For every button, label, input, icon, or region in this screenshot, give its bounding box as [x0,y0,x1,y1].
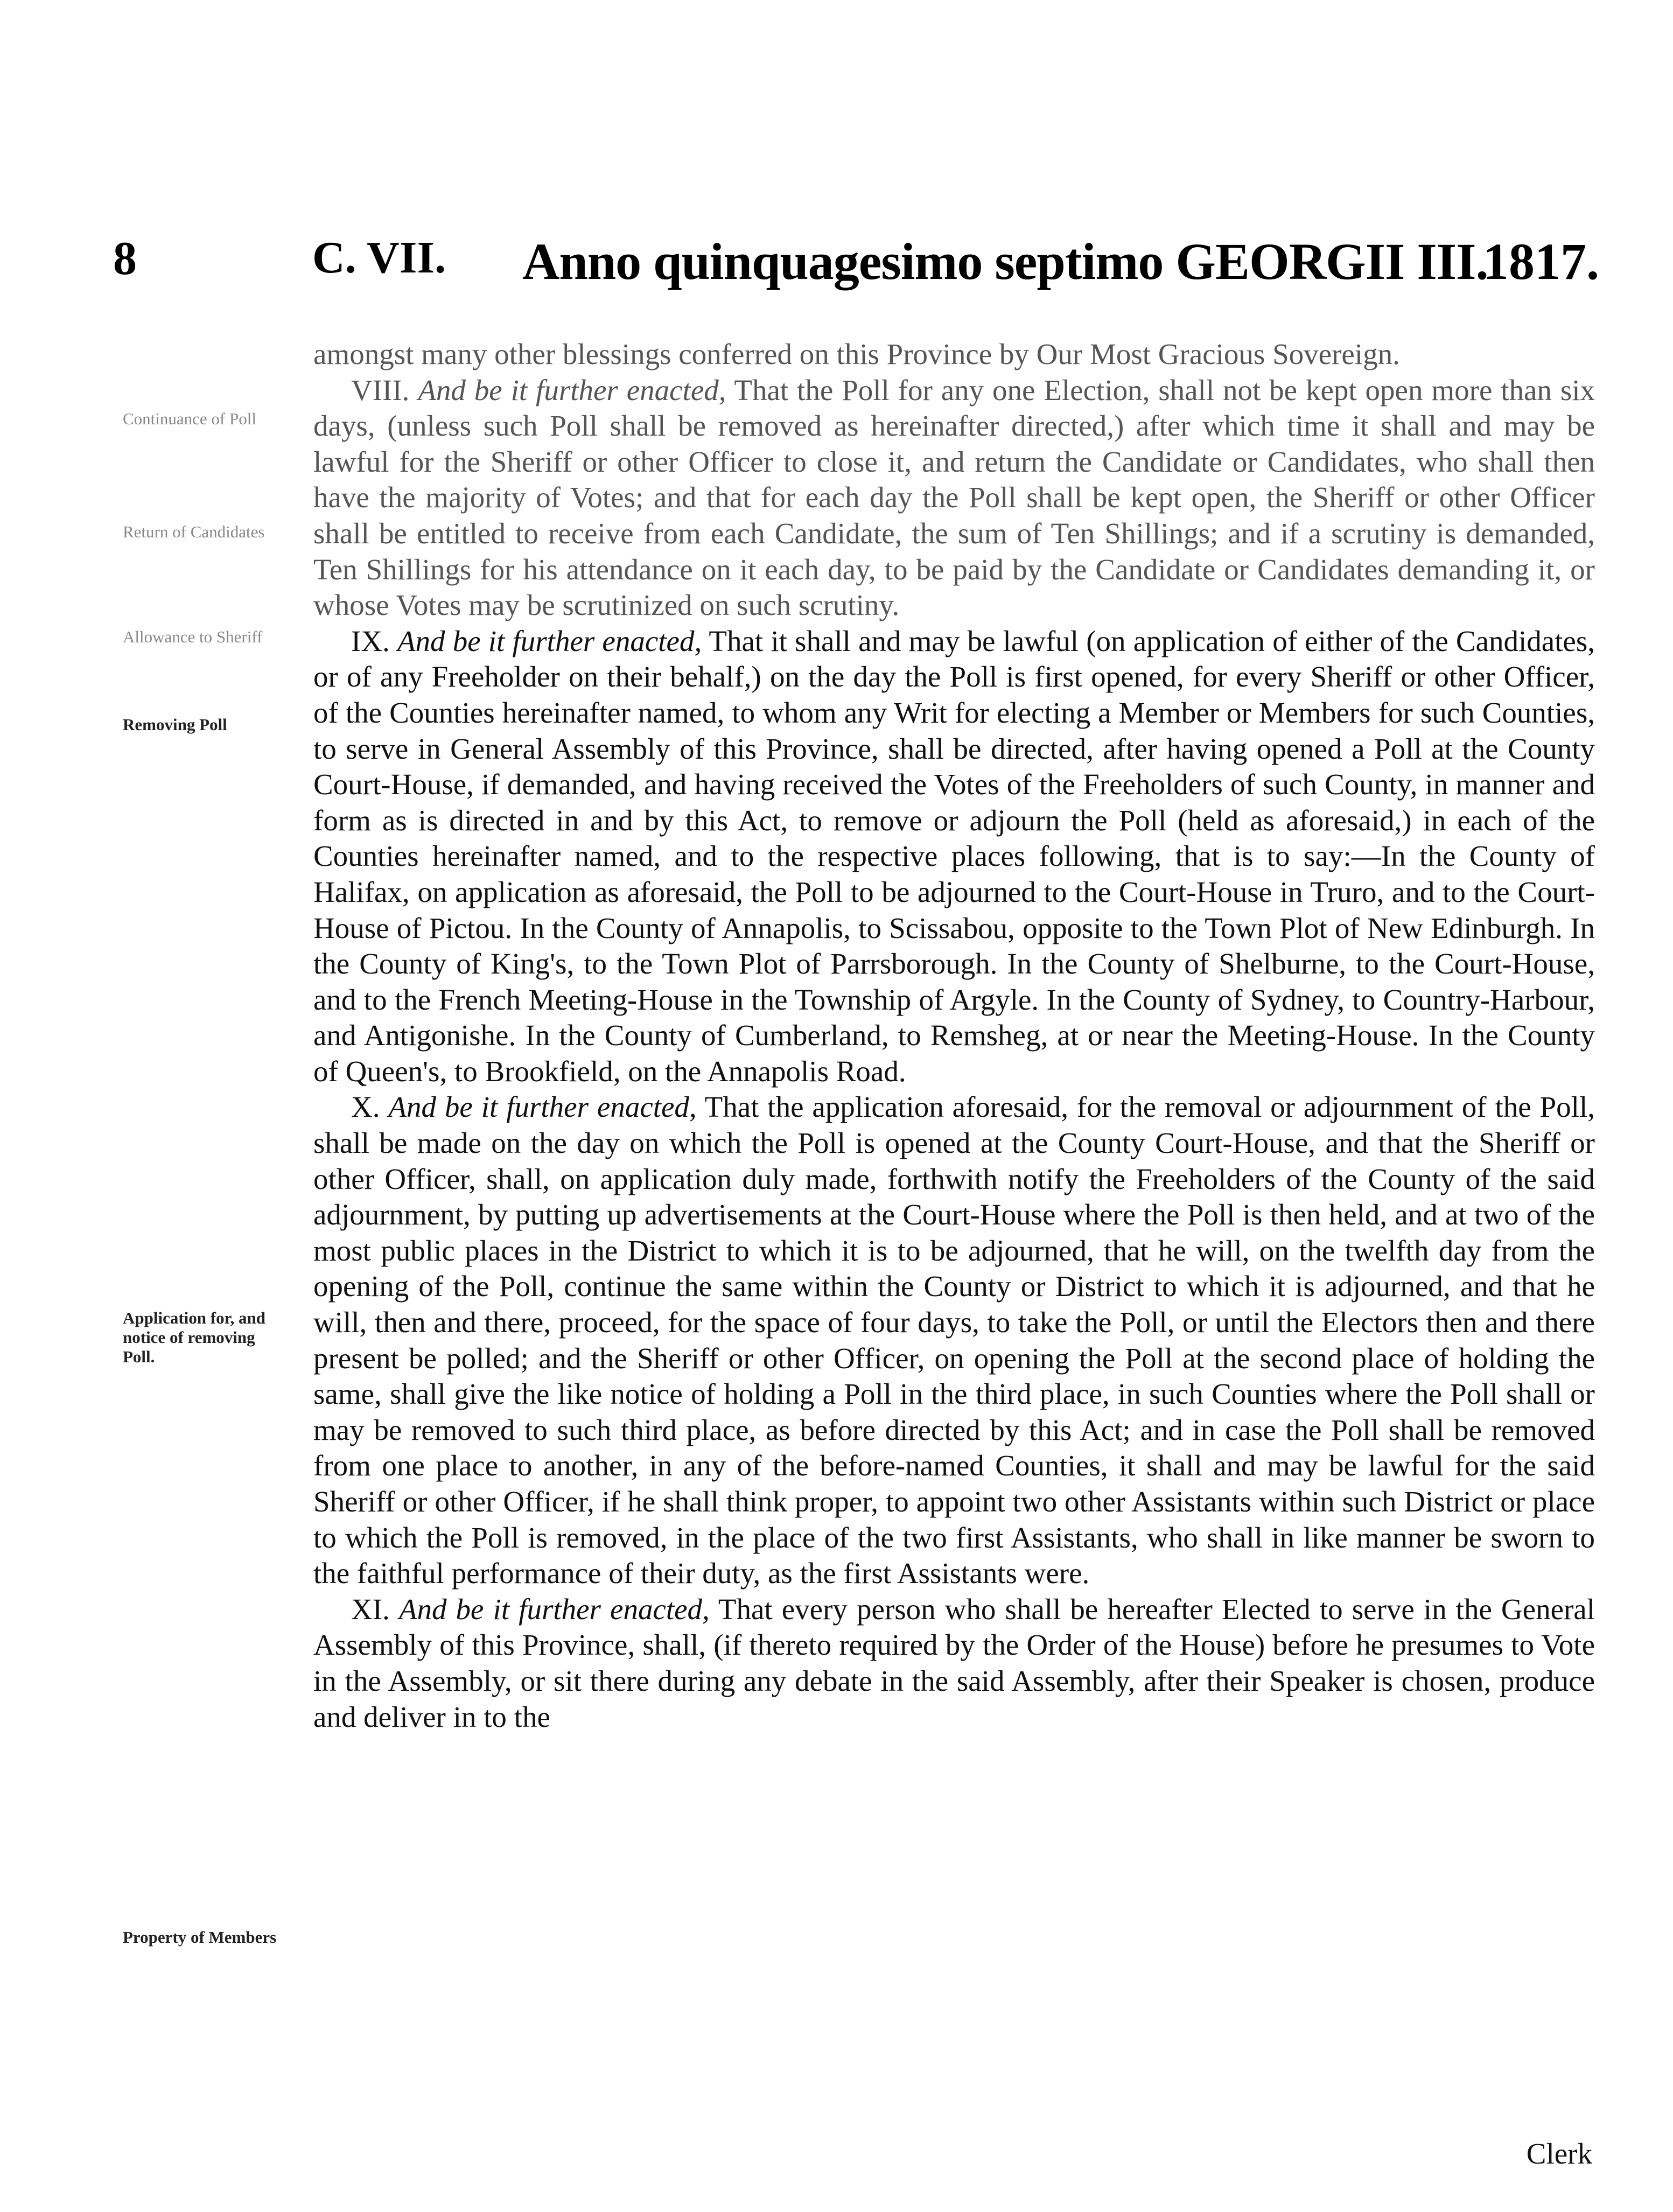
running-header [113,232,1599,307]
enacting-clause: And be it further enacted, [388,1090,697,1124]
section-label: IX. [351,624,390,657]
paragraph-text: That the application aforesaid, for the removal or adjournment of the Poll, shall be made on the day on which the Poll is opened at the County Court-House, and that the Sheriff or other Officer, shall, on application duly made, forthwith notify the Freeholders of the County of the said adjournment, by putting up advertisements at the Court-House where the Poll is then held, and at two of the most public places in the District to which it is to be adjourned, that he will, on the twelfth day from the opening of the Poll, continue the same within the County or District to which it is adjourned, and that he will, then and there, proceed, for the space of four days, to take the Poll, or until the Electors then and there present be polled; and the Sheriff or other Officer, on opening the Poll at the second place of holding the same, shall give the like notice of holding a Poll in the third place, in such Counties where the Poll shall or may be removed to such third place, as before directed by this Act; and in case the Poll shall be removed from one place to another, in any of the before-named Counties, it shall and may be lawful for the said Sheriff or other Officer, if he shall think proper, to appoint two other Assistants within such District or place to which the Poll is removed, in the place of the two first Assistants, who shall in like manner be sworn to the faithful performance of their duty, as the first Assistants were. [313,1090,1595,1590]
running-title: Anno quinquagesimo septimo GEORGII III. [522,233,1488,290]
margin-note: Continuance of Poll [123,409,256,428]
section-x [313,1089,1595,1591]
margin-note: Application for, and notice of removing Poll. [123,1308,265,1366]
paragraph-text: amongst many other blessings conferred on this Province by Our Most Gracious Sovereign. [313,338,1400,370]
catchword: Clerk [1526,2137,1592,2170]
paragraph [313,337,1595,373]
paragraph-text: That the Poll for any one Election, shall not be kept open more than six days, (unless such Poll shall be removed as hereinafter directed,) after which time it shall and may be lawful for the Sheriff or other Officer to close it, and return the Candidate or Candidates, who shall then have the majority of Votes; and that for each day the Poll shall be kept open, the Sheriff or other Officer shall be entitled to receive from each Candidate, the sum of Ten Shillings; and if a scrutiny is demanded, Ten Shillings for his attendance on it each day, to be paid by the Candidate or Candidates demanding it, or whose Votes may be scrutinized on such scrutiny. [313,373,1595,622]
section-ix [313,624,1595,1090]
page-number: 8 [113,233,137,285]
header-year: 1817. [1483,233,1599,290]
body-text [313,337,1595,1735]
section-xi [313,1592,1595,1735]
margin-note: Allowance to Sheriff [123,627,263,646]
section-viii [313,373,1595,624]
paragraph-text: That it shall and may be lawful (on application of either of the Candidates, or of any Freeholder on their behalf,) on the day the Poll is first opened, for every Sheriff or other Officer, of the Counties hereinafter named, to whom any Writ for electing a Member or Members for such Counties, to serve in General Assembly of this Province, shall be directed, after having opened a Poll at the County Court-House, if demanded, and having received the Votes of the Freeholders of such County, in manner and form as is directed in and by this Act, to remove or adjourn the Poll (held as aforesaid,) in each of the Counties hereinafter named, and to the respective places following, that is to say:—In the County of Halifax, on application as aforesaid, the Poll to be adjourned to the Court-House in Truro, and to the Court-House of Pictou. In the County of Annapolis, to Scissabou, opposite to the Town Plot of New Edinburgh. In the County of King's, to the Town Plot of Parrsborough. In the County of Shelburne, to the Court-House, and to the French Meeting-House in the Township of Argyle. In the County of Sydney, to Country-Harbour, and Antigonishe. In the County of Cumberland, to Remsheg, at or near the Meeting-House. In the County of Queen's, to Brookfield, on the Annapolis Road. [313,624,1595,1088]
enacting-clause: And be it further enacted, [397,624,702,657]
margin-notes [123,323,290,2154]
paragraph-text: That every person who shall be hereafter Elected to serve in the General Assembly of this Province, shall, (if thereto required by the Order of the House) before he presumes to Vote in the Assembly, or sit there during any debate in the said Assembly, after their Speaker is chosen, produce and deliver in to the [313,1592,1595,1733]
section-label: X. [351,1090,380,1124]
margin-note: Return of Candidates [123,522,265,541]
margin-note: Removing Poll [123,715,227,734]
section-label: VIII. [351,373,410,407]
margin-note: Property of Members [123,1928,277,1947]
section-label: XI. [351,1592,390,1626]
enacting-clause: And be it further enacted, [398,1592,710,1626]
enacting-clause: And be it further enacted, [418,373,726,407]
chapter-number: C. VII. [312,233,446,283]
